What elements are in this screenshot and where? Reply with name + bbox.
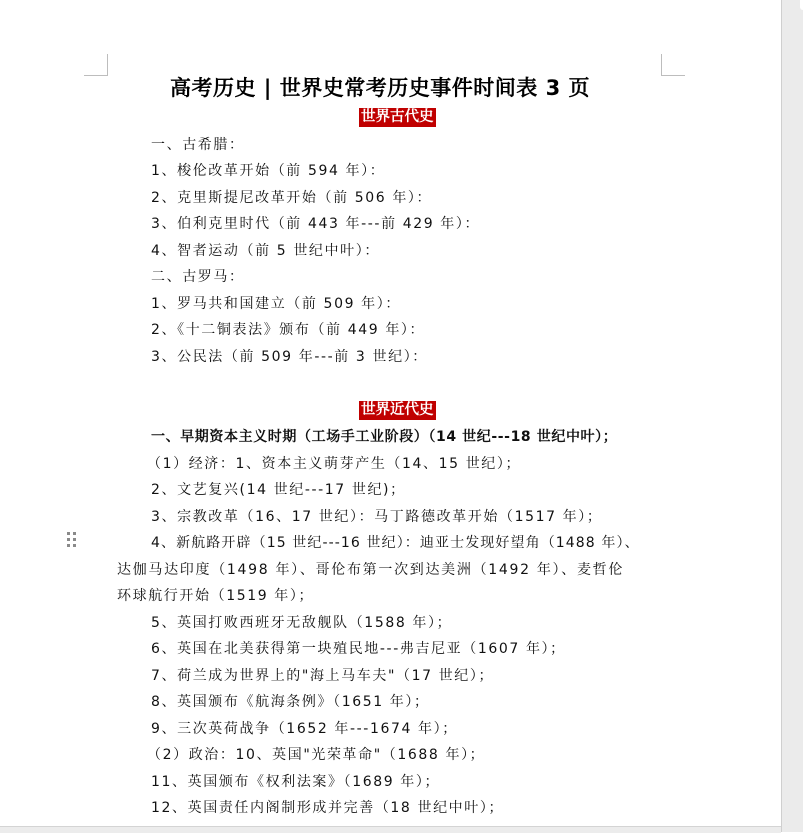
text-line[interactable]: 达伽马达印度（1498 年）、哥伦布第一次到达美洲（1492 年）、麦哲伦 [117, 562, 625, 578]
text-line[interactable]: 2、《十二铜表法》颁布（前 449 年）： [151, 322, 426, 338]
text-line[interactable]: 8、英国颁布《航海条例》（1651 年）； [151, 694, 430, 710]
text-line[interactable]: 3、伯利克里时代（前 443 年---前 429 年）： [151, 216, 481, 232]
text-line[interactable]: 6、英国在北美获得第一块殖民地---弗吉尼亚（1607 年）； [151, 641, 566, 657]
text-line[interactable]: 2、克里斯提尼改革开始（前 506 年）： [151, 190, 433, 206]
text-line[interactable]: （1）经济：1、资本主义萌芽产生（14、15 世纪）； [147, 456, 522, 472]
right-gutter [781, 0, 803, 832]
text-line[interactable]: 9、三次英荷战争（1652 年---1674 年）； [151, 721, 458, 737]
drag-handle-icon[interactable] [67, 532, 77, 548]
text-line[interactable]: 3、宗教改革（16、17 世纪）：马丁路德改革开始（1517 年）； [151, 509, 603, 525]
text-line[interactable]: 4、智者运动（前 5 世纪中叶）： [151, 243, 380, 259]
page-title: 高考历史 | 世界史常考历史事件时间表 3 页 [169, 76, 591, 100]
text-line[interactable]: 11、英国颁布《权利法案》（1689 年）； [151, 774, 441, 790]
text-line[interactable]: 1、罗马共和国建立（前 509 年）： [151, 296, 401, 312]
text-line[interactable]: 12、英国责任内阁制形成并完善（18 世纪中叶）； [151, 800, 505, 816]
text-line[interactable]: 7、荷兰成为世界上的"海上马车夫"（17 世纪）； [151, 668, 495, 684]
section-tag-ancient: 世界古代史 [361, 109, 434, 125]
text-line[interactable]: 1、梭伦改革开始（前 594 年）： [151, 163, 386, 179]
section-heading[interactable]: 一、早期资本主义时期（工场手工业阶段）（14 世纪---18 世纪中叶）； [151, 429, 618, 445]
text-line[interactable]: 2、文艺复兴(14 世纪---17 世纪)； [151, 482, 406, 498]
text-line[interactable]: 3、公民法（前 509 年---前 3 世纪）： [151, 349, 428, 365]
text-line[interactable]: 一、古希腊： [151, 137, 245, 153]
text-line[interactable]: 环球航行开始（1519 年）； [117, 588, 315, 604]
text-line[interactable]: （2）政治：10、英国"光荣革命"（1688 年）； [147, 747, 486, 763]
text-line[interactable]: 5、英国打败西班牙无敌舰队（1588 年）； [151, 615, 453, 631]
section-tag-modern: 世界近代史 [361, 402, 434, 418]
text-line[interactable]: 4、新航路开辟（15 世纪---16 世纪）：迪亚士发现好望角（1488 年）、 [151, 535, 640, 551]
text-line[interactable]: 二、古罗马： [151, 269, 245, 285]
